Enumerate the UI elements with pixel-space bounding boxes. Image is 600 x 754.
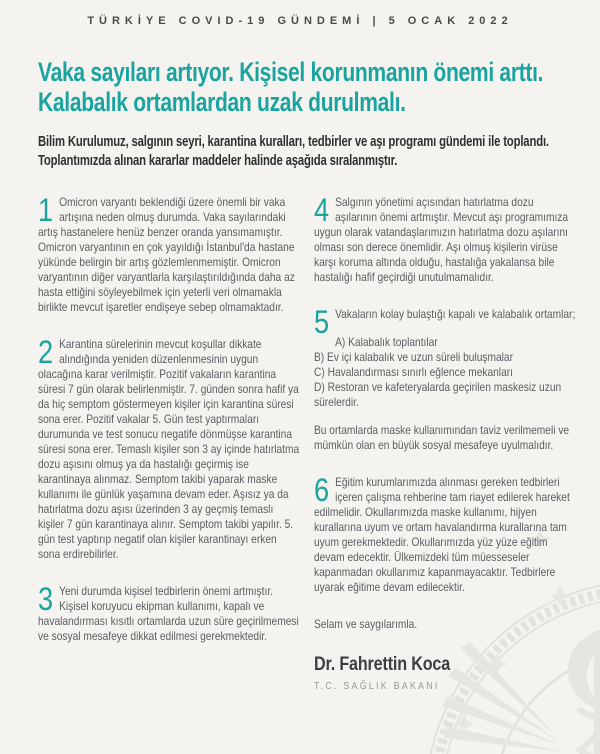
agenda-item-2 (38, 334, 300, 562)
item-text: Eğitim kurumlarımızda alınması gereken tedbirleri içeren çalışma rehberine tam riayet edilerek hareket edilmelidir. Okullarımızda maske kullanımı, hijyen kurallarına uyum ve ortam havalandırma kurallarına tam uyum gerekmektedir. Okullarımızda yüz yüze eğitim devam edecektir. Ülkemizdeki tüm müesseseler kapanmadan okullarımız kapanmayacaktır. Tedbirlere uyarak eğitime devam edilecektir. (314, 475, 570, 595)
item-option-a: A) Kalabalık toplantılar (335, 335, 438, 350)
agenda-item-1 (38, 192, 300, 315)
signature-name: Dr. Fahrettin Koca (314, 654, 451, 676)
item-text: Vakaların kolay bulaştığı kapalı ve kalabalık ortamlar; (335, 307, 576, 322)
item-number: 2 (38, 334, 54, 371)
agenda-item-3 (38, 581, 300, 644)
item-text: Omicron varyantı beklendiği üzere önemli bir vaka artışına neden olmuş durumda. Vaka sayılarındaki artış hastanelere henüz benzer oranda yansımamıştır. Omicron varyantının en çok yayıldığı İstanbul'da hastane yükünde belirgin bir artış gözlemlenmemiştir. Omicron varyantının diğer varyantlarla karşılaştırıldığında daha az hasta ettiğini söyleyebilmek için yeterli veri olmamakla birlikte mevcut işaretler endişeye sebep olmamaktadır. (38, 195, 295, 315)
item-number: 3 (38, 581, 54, 618)
column-right (314, 192, 576, 693)
item-text: Yeni durumda kişisel tedbirlerin önemi artmıştır. Kişisel koruyucu ekipman kullanımı, kapalı ve havalandırması kısıtlı ortamlarda uzun süre geçirilmemesi ve sosyal mesafeye dikkat edilmesi gerekmektedir. (38, 584, 299, 644)
two-column-body (38, 192, 576, 693)
item-5-note: Bu ortamlarda maske kullanımından taviz verilmemeli ve mümkün olan en büyük sosyal mesafeye uyulmalıdır. (314, 423, 570, 453)
agenda-item-4 (314, 192, 576, 285)
page-title: Vaka sayıları artıyor. Kişisel korunmanın önemi arttı. Kalabalık ortamlardan uzak durulmalı. (38, 57, 544, 118)
item-text: Karantina sürelerinin mevcut koşullar dikkate alındığında yeniden düzenlenmesinin uygun olacağına karar verilmiştir. Pozitif vakaların karantina süresi 7 gün olarak belirlenmiştir. 7. günden sonra hafif ya da hiç semptom göstermeyen kişiler için karantina süresi sona erer. Pozitif vakalar 5. Gün test yaptırmaları durumunda ve test sonucu negatife dönmüşse karantina süresi sona erer. Temaslı kişiler son 3 ay içinde hatırlatma dozu aşısını olmuş ya da hastalığı geçirmiş ise karantinaya alınmaz. Semptom takibi yaparak maske kullanımı ile günlük yaşamına devam eder. Aşısız ya da hatırlatma dozu aşısı üzerinden 3 ay geçmiş temaslı kişiler 7 gün karantinaya alınır. Semptom takibi yapılır. 5. gün test yaptırıp negatif olan kişiler karantinayı erken sona erdirebilirler. (38, 337, 300, 562)
item-option-b: B) Ev içi kalabalık ve uzun süreli buluşmalar (314, 350, 513, 365)
agenda-item-5 (314, 304, 576, 341)
item-number: 6 (314, 472, 330, 509)
item-option-d: D) Restoran ve kafeteryalarda geçirilen maskesiz uzun sürelerdir. (314, 380, 562, 410)
agenda-item-6 (314, 472, 576, 595)
signature-title: T.C. SAĞLIK BAKANI (314, 680, 440, 693)
item-option-c: C) Havalandırması sınırlı eğlence mekanları (314, 365, 513, 380)
closing-text: Selam ve saygılarımla. (314, 617, 418, 632)
item-number: 1 (38, 192, 54, 229)
intro-paragraph: Bilim Kurulumuz, salgının seyri, karantina kuralları, tedbirler ve aşı programı gündemi ile toplandı. Toplantımızda alınan kararlar maddeler halinde aşağıda sıralanmıştır. (38, 134, 549, 170)
column-left (38, 192, 300, 692)
item-number: 4 (314, 192, 330, 229)
document-kicker: TÜRKİYE COVID-19 GÜNDEMİ | 5 OCAK 2022 (87, 15, 513, 27)
item-text: Salgının yönetimi açısından hatırlatma dozu aşılarının önemi artmıştır. Mevcut aşı programımıza uygun olarak vatandaşlarımızın hatırlatma dozu aşılarını olması son derece önemlidir. Aşı olmuş kişilerin virüse karşı koruma altında olduğu, hastalığa yakalansa bile hastalığı hafif geçirdiği unutulmamalıdır. (314, 195, 569, 285)
signature-block (314, 654, 576, 692)
item-number: 5 (314, 304, 330, 341)
item-5-options (314, 335, 576, 410)
